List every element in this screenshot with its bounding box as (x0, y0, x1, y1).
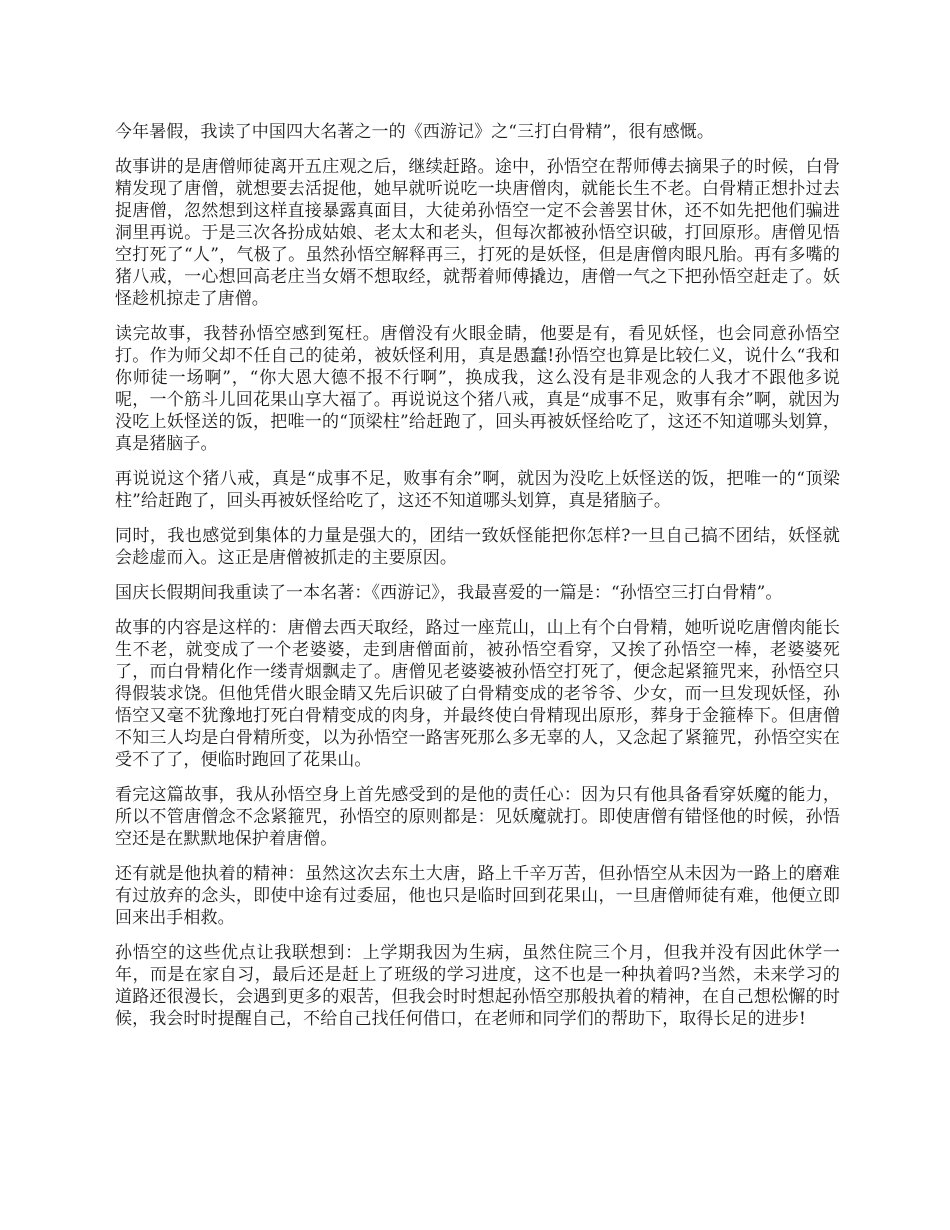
paragraph-1: 今年暑假，我读了中国四大名著之一的《西游记》之“三打白骨精”，很有感慨。 (115, 122, 714, 142)
paragraph-10: 孙悟空的这些优点让我联想到：上学期我因为生病，虽然住院三个月，但我并没有因此休学一年，而是在家自习，最后还是赶上了班级的学习进度，这不也是一种执着吗?当然，未来学习的道路还很漫长，会遇到更多的艰苦，但我会时时想起孙悟空那般执着的精神，在自己想松懈的时候，我会时时提醒自己，不给自己找任何借口，在老师和同学们的帮助下，取得长足的进步! (115, 943, 840, 1029)
paragraph-7: 故事的内容是这样的：唐僧去西天取经，路过一座荒山，山上有个白骨精，她听说吃唐僧肉能长生不老，就变成了一个老婆婆，走到唐僧面前，被孙悟空看穿，又挨了孙悟空一棒，老婆婆死了，而白骨精化作一缕青烟飘走了。唐僧见老婆婆被孙悟空打死了，便念起紧箍咒来，孙悟空只得假装求饶。但他凭借火眼金睛又先后识破了白骨精变成的老爷爷、少女，而一旦发现妖怪，孙悟空又毫不犹豫地打死白骨精变成的肉身，并最终使白骨精现出原形，葬身于金箍棒下。但唐僧不知三人均是白骨精所变，以为孙悟空一路害死那么多无辜的人，又念起了紧箍咒，孙悟空实在受不了了，便临时跑回了花果山。 (115, 618, 840, 770)
document-body (115, 121, 840, 1043)
paragraph-6: 国庆长假期间我重读了一本名著：《西游记》，我最喜爱的一篇是：“孙悟空三打白骨精”。 (115, 583, 783, 603)
paragraph-8: 看完这篇故事，我从孙悟空身上首先感受到的是他的责任心：因为只有他具备看穿妖魔的能力，所以不管唐僧念不念紧箍咒，孙悟空的原则都是：见妖魔就打。即使唐僧有错怪他的时候，孙悟空还是在默默地保护着唐僧。 (115, 785, 840, 849)
paragraph-5: 同时，我也感觉到集体的力量是强大的，团结一致妖怪能把你怎样?一旦自己搞不团结，妖怪就会趁虚而入。这正是唐僧被抓走的主要原因。 (115, 526, 840, 568)
paragraph-4: 再说说这个猪八戒，真是“成事不足，败事有余”啊，就因为没吃上妖怪送的饭，把唯一的“顶梁柱”给赶跑了，回头再被妖怪给吃了，这还不知道哪头划算，真是猪脑子。 (115, 469, 840, 511)
paragraph-9: 还有就是他执着的精神：虽然这次去东土大唐，路上千辛万苦，但孙悟空从未因为一路上的磨难有过放弃的念头，即使中途有过委屈，他也只是临时回到花果山，一旦唐僧师徒有难，他便立即回来出手相救。 (115, 864, 840, 928)
paragraph-3: 读完故事，我替孙悟空感到冤枉。唐僧没有火眼金睛，他要是有，看见妖怪，也会同意孙悟空打。作为师父却不任自己的徒弟，被妖怪利用，真是愚蠢!孙悟空也算是比较仁义，说什么“我和你师徒一场啊”，“你大恩大德不报不行啊”，换成我，这么没有是非观念的人我才不跟他多说呢，一个筋斗儿回花果山享大福了。再说说这个猪八戒，真是“成事不足，败事有余”啊，就因为没吃上妖怪送的饭，把唯一的“顶梁柱”给赶跑了，回头再被妖怪给吃了，这还不知道哪头划算，真是猪脑子。 (115, 324, 840, 454)
paragraph-2: 故事讲的是唐僧师徒离开五庄观之后，继续赶路。途中，孙悟空在帮师傅去摘果子的时候，白骨精发现了唐僧，就想要去活捉他，她早就听说吃一块唐僧肉，就能长生不老。白骨精正想扑过去捉唐僧，忽然想到这样直接暴露真面目，大徒弟孙悟空一定不会善罢甘休，还不如先把他们骗进洞里再说。于是三次各扮成姑娘、老太太和老头，但每次都被孙悟空识破，打回原形。唐僧见悟空打死了“人”，气极了。虽然孙悟空解释再三，打死的是妖怪，但是唐僧肉眼凡胎。再有多嘴的猪八戒，一心想回高老庄当女婿不想取经，就帮着师傅撬边，唐僧一气之下把孙悟空赶走了。妖怪趁机掠走了唐僧。 (115, 157, 840, 309)
